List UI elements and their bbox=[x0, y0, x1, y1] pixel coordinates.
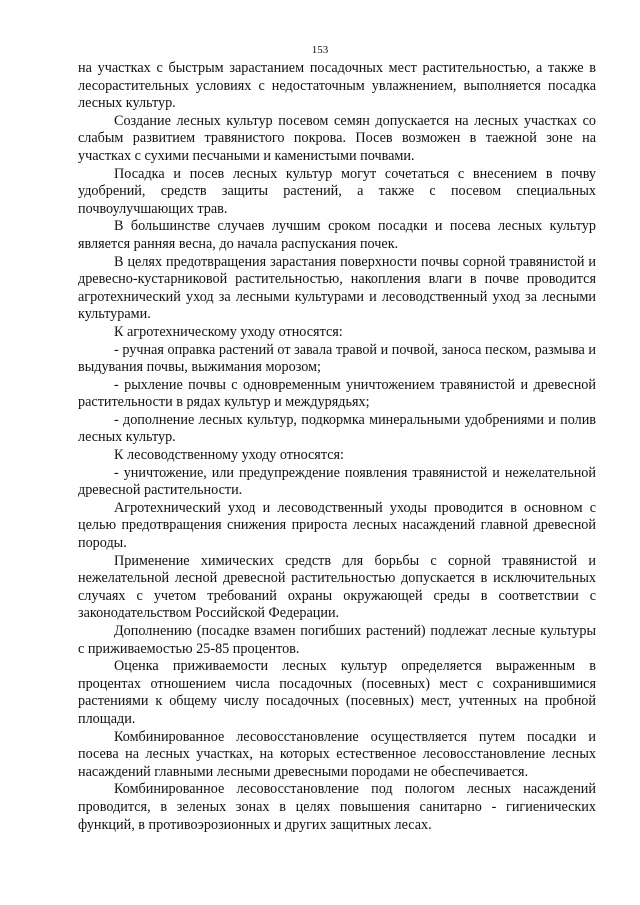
document-body bbox=[78, 60, 596, 834]
paragraph: Посадка и посев лесных культур могут сочетаться с внесением в почву удобрений, средств защиты растений, а также с посевом специальных почвоулучшающих трав. bbox=[78, 165, 596, 217]
paragraph: Применение химических средств для борьбы с сорной травянистой и нежелательной лесной древесной растительностью допускается в исключительных случаях с учетом требований охраны окружающей среды в соответствии с законодательством Российской Федерации. bbox=[78, 552, 596, 622]
list-item: - рыхление почвы с одновременным уничтожением травянистой и древесной растительности в рядах культур и междурядьях; bbox=[78, 376, 596, 411]
paragraph: В большинстве случаев лучшим сроком посадки и посева лесных культур является ранняя весна, до начала распускания почек. bbox=[78, 218, 596, 252]
paragraph: К агротехническому уходу относятся: bbox=[114, 323, 343, 340]
paragraph: Комбинированное лесовосстановление под пологом лесных насаждений проводится, в зеленых зонах в целях повышения санитарно - гигиенических функций, в противоэрозионных и других защитных лесах. bbox=[78, 781, 596, 833]
paragraph: Оценка приживаемости лесных культур определяется выраженным в процентах отношением числа посадочных (посевных) мест с сохранившимися растениями к общему числу посадочных (посевных) мест, учтенных на пробной площади. bbox=[78, 658, 596, 727]
list-item: - ручная оправка растений от завала травой и почвой, заноса песком, размыва и выдувания почвы, выжимания морозом; bbox=[78, 341, 596, 376]
list-item: - дополнение лесных культур, подкормка минеральными удобрениями и полив лесных культур. bbox=[78, 411, 596, 446]
paragraph: Дополнению (посадке взамен погибших растений) подлежат лесные культуры с приживаемостью 25-85 процентов. bbox=[78, 623, 596, 657]
paragraph: Комбинированное лесовосстановление осуществляется путем посадки и посева на лесных участках, на которых естественное лесовосстановление лесных насаждений главными лесными древесными породами не обеспечивается. bbox=[78, 728, 596, 780]
page-number: 153 bbox=[311, 44, 329, 56]
paragraph: В целях предотвращения зарастания поверхности почвы сорной травянистой и древесно-кустарниковой растительностью, накопления влаги в почве проводится агротехнический уход за лесными культурами и лесоводственный уход за лесными культурами. bbox=[78, 253, 596, 323]
paragraph: на участках с быстрым зарастанием посадочных мест растительностью, а также в лесорастительных условиях с недостаточным увлажнением, выполняется посадка лесных культур. bbox=[78, 60, 596, 112]
paragraph: Создание лесных культур посевом семян допускается на лесных участках со слабым развитием травянистого покрова. Посев возможен в таежной зоне на участках с сухими песчаными и каменистыми почвами. bbox=[78, 112, 596, 164]
paragraph: Агротехнический уход и лесоводственный уходы проводится в основном с целью предотвращения снижения прироста лесных насаждений главной древесной породы. bbox=[78, 499, 596, 552]
paragraph: К лесоводственному уходу относятся: bbox=[114, 447, 344, 464]
list-item: - уничтожение, или предупреждение появления травянистой и нежелательной древесной растительности. bbox=[78, 464, 596, 499]
